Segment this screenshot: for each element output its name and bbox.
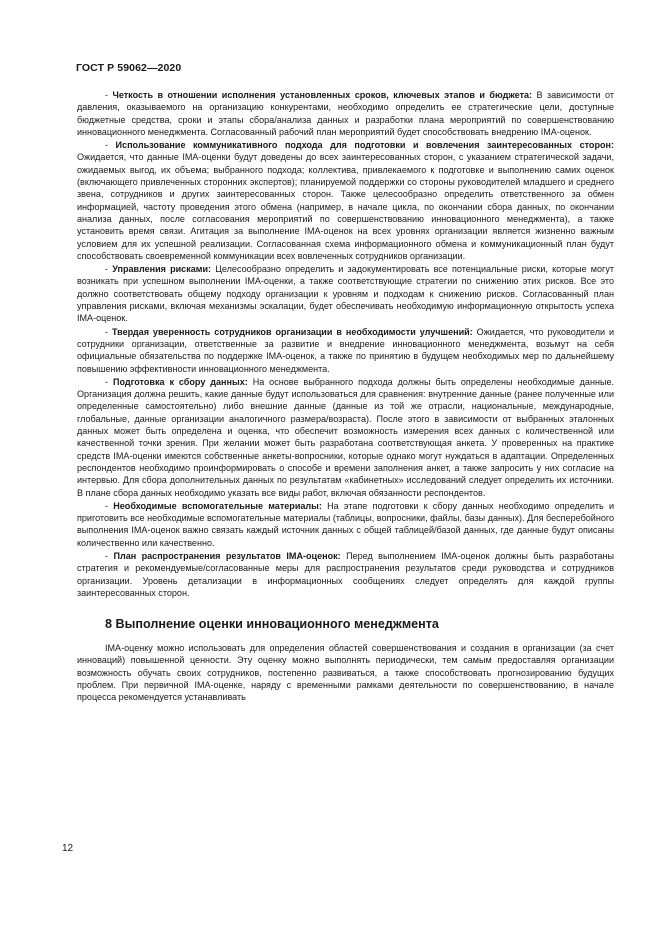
list-item: - Подготовка к сбору данных: На основе выбранного подхода должны быть определены необходимые данные. Организация должна решить, какие данные будут использоваться для сравнения: внутренние данные (ранее полученные или определенные самостоятельно) либо внешние данные (данные из той же отрасли, национальные, международные, глобальные, данные организации аналогичного размера/возраста). После этого в зависимости от выбранных эталонных данных может быть определена и оценка, что обеспечит возможность измерения всех данных с количественной или качественной точки зрения. При желании может быть разработана соответствующая анкета. У проверенных на практике средств IMA-оценки имеются собственные анкеты-вопросники, которые однако могут нуждаться в адаптации. Определенных респондентов необходимо проинформировать о способе и времени заполнения анкет, а также запросить у них согласие на интервью. Для сбора дополнительных данных по результатам «кабинетных» исследований следует определить их источники. В плане сбора данных необходимо указать все виды работ, включая обязанности респондентов.: [77, 376, 615, 498]
item-term: Четкость в отношении исполнения установленных сроков, ключевых этапов и бюджета:: [112, 90, 533, 100]
item-text: Ожидается, что руководители и сотрудники организации, ответственные за развитие и внедрение инновационного менеджмента, возьмут на себя официальные обязательства по поддержке IMA-оценок, а также по принятию в будущем необходимых мер по дальнейшему повышению эффективности инновационного менеджмента.: [77, 326, 615, 374]
item-text: Целесообразно определить и задокументировать все потенциальные риски, которые могут возникать при успешном выполнении IMA-оценки, а также соответствующие стратегии по снижению этих рисков. Все это должно соответствовать общему подходу организации к уровням и подходам к снижению рисков. Согласованный план управления рисками, включая механизмы эскалации, будет обеспечивать необходимую информационную открытость успеха IMA-оценок.: [77, 264, 615, 324]
list-item: - Управления рисками: Целесообразно определить и задокументировать все потенциальные риски, которые могут возникать при успешном выполнении IMA-оценки, а также соответствующие стратегии по снижению этих рисков. Все это должно соответствовать общему подходу организации к уровням и подходам к снижению рисков. Согласованный план управления рисками, включая механизмы эскалации, будет обеспечивать необходимую информационную открытость успеха IMA-оценок.: [77, 264, 615, 324]
item-term: Управления рисками:: [112, 264, 212, 275]
item-text: На этапе подготовки к сбору данных необходимо определить и приготовить все необходимые вспомогательные материалы (таблицы, вопросники, файлы, базы данных). Для бесперебойного выполнения IMA-оценок важно связать каждый источник данных с общей таблицей/базой данных, где данные будут описаны количественно или качественно.: [77, 500, 615, 548]
list-item: - Использование коммуникативного подхода для подготовки и вовлечения заинтересованных сторон: Ожидается, что данные IMA-оценки будут доведены до всех заинтересованных сторон, с указанием стратегической задачи, ожидаемых выгод, их объема; выбранного подхода; коллектива, привлекаемого к подготовке и выполнению самих оценок (включающего привлеченных сторонних экспертов); планируемой поддержки со стороны руководителей младшего и среднего звена, сотрудников и других заинтересованных сторон. Также целесообразно определить ответственного за обмен информацией, частоту проведения этого обмена (например, в начале цикла, по окончании сбора данных, по окончании анализа данных, после согласования мероприятий по совершенствованию инновационного менеджмента), а также установить время связи. Агитация за выполнение IMA-оценок на всех уровнях организации является жизненно важным условием для их успешной реализации. Согласованная схема информационного обмена и коммуникационный план будут способствовать своевременной коммуникации всех вовлеченных сотрудников организации.: [77, 140, 614, 261]
standard-header: ГОСТ Р 59062—2020: [76, 62, 182, 74]
item-text: На основе выбранного подхода должны быть определены необходимые данные. Организация должна решить, какие данные будут использоваться для сравнения: внутренние данные (ранее полученные или определенные самостоятельно) либо внешние данные (данные из той же отрасли, национальные, международные, глобальные, данные организации аналогичного размера/возраста). После этого в зависимости от выбранных эталонных данных может быть определена и оценка, что обеспечит возможность измерения всех данных с количественной или качественной точки зрения. При желании может быть разработана соответствующая анкета. У проверенных на практике средств IMA-оценки имеются собственные анкеты-вопросники, которые однако могут нуждаться в адаптации. Определенных респондентов необходимо проинформировать о способе и времени заполнения анкет, а также запросить у них согласие на интервью. Для сбора дополнительных данных по результатам «кабинетных» исследований следует определить их источники. В плане сбора данных необходимо указать все виды работ, включая обязанности респондентов.: [77, 376, 615, 498]
item-term: План распространения результатов IMA-оценок:: [113, 550, 341, 561]
item-text: Ожидается, что данные IMA-оценки будут доведены до всех заинтересованных сторон, с указанием стратегической задачи, ожидаемых выгод, их объема; выбранного подхода; коллектива, привлекаемого к подготовке и выполнению самих оценок (включающего привлеченных сторонних экспертов); планируемой поддержки со стороны руководителей младшего и среднего звена, сотрудников и других заинтересованных сторон. Также целесообразно определить ответственного за обмен информацией, частоту проведения этого обмена (например, в начале цикла, по окончании сбора данных, по окончании анализа данных, после согласования мероприятий по совершенствованию инновационного менеджмента), а также установить время связи. Агитация за выполнение IMA-оценок на всех уровнях организации является жизненно важным условием для их успешной реализации. Согласованная схема информационного обмена и коммуникационный план будут способствовать своевременной коммуникации всех вовлеченных сотрудников организации.: [77, 152, 614, 261]
document-body: [77, 88, 614, 704]
section-paragraph: IMA-оценку можно использовать для определения областей совершенствования и создания в организации (за счет инноваций) повышенной ценности. Эту оценку можно выполнять периодически, тем самым предоставляя организации возможность обучать своих сотрудников, постепенно развиваться, а также способствовать прогнозированию будущих проблем. При первичной IMA-оценке, наряду с временными рамками деятельности по совершенствованию, в начале процесса рекомендуется устанавливать: [77, 643, 614, 703]
list-item: - Четкость в отношении исполнения установленных сроков, ключевых этапов и бюджета: В зависимости от давления, оказываемого на организацию конкурентами, необходимо определить ее стратегические цели, доступные бюджетные средства, сроки и этапы сбора/анализа данных и разработки плана мероприятий по совершенствованию инновационного менеджмента. Согласованный рабочий план мероприятий будет способствовать внедрению IMA-оценок.: [77, 90, 615, 137]
list-item: - План распространения результатов IMA-оценок: Перед выполнением IMA-оценок должны быть разработаны стратегия и рекомендуемые/согласованные меры для распространения результатов среди руководства и сотрудников организации. Уровень детализации в информационных сообщениях следует определять для каждой группы заинтересованных сторон.: [77, 550, 615, 598]
list-item: - Необходимые вспомогательные материалы: На этапе подготовки к сбору данных необходимо определить и приготовить все необходимые вспомогательные материалы (таблицы, вопросники, файлы, базы данных). Для бесперебойного выполнения IMA-оценок важно связать каждый источник данных с общей таблицей/базой данных, где данные будут описаны количественно или качественно.: [77, 500, 615, 548]
item-text: В зависимости от давления, оказываемого на организацию конкурентами, необходимо определить ее стратегические цели, доступные бюджетные средства, сроки и этапы сбора/анализа данных и разработки плана мероприятий по совершенствованию инновационного менеджмента. Согласованный рабочий план мероприятий будет способствовать внедрению IMA-оценок.: [77, 90, 615, 137]
section-heading: 8 Выполнение оценки инновационного менеджмента: [105, 617, 439, 632]
item-term: Твердая уверенность сотрудников организации в необходимости улучшений:: [111, 326, 473, 337]
item-term: Необходимые вспомогательные материалы:: [113, 500, 322, 511]
list-item: - Твердая уверенность сотрудников организации в необходимости улучшений: Ожидается, что руководители и сотрудники организации, ответственные за развитие и внедрение инновационного менеджмента, возьмут на себя официальные обязательства по поддержке IMA-оценок, а также по принятию в будущем необходимых мер по дальнейшему повышению эффективности инновационного менеджмента.: [77, 326, 615, 374]
item-text: Перед выполнением IMA-оценок должны быть разработаны стратегия и рекомендуемые/согласованные меры для распространения результатов среди руководства и сотрудников организации. Уровень детализации в информационных сообщениях следует определять для каждой группы заинтересованных сторон.: [77, 550, 615, 598]
page-number: 12: [62, 843, 74, 854]
item-term: Подготовка к сбору данных:: [112, 376, 248, 387]
item-term: Использование коммуникативного подхода для подготовки и вовлечения заинтересованных сторон:: [115, 140, 614, 151]
